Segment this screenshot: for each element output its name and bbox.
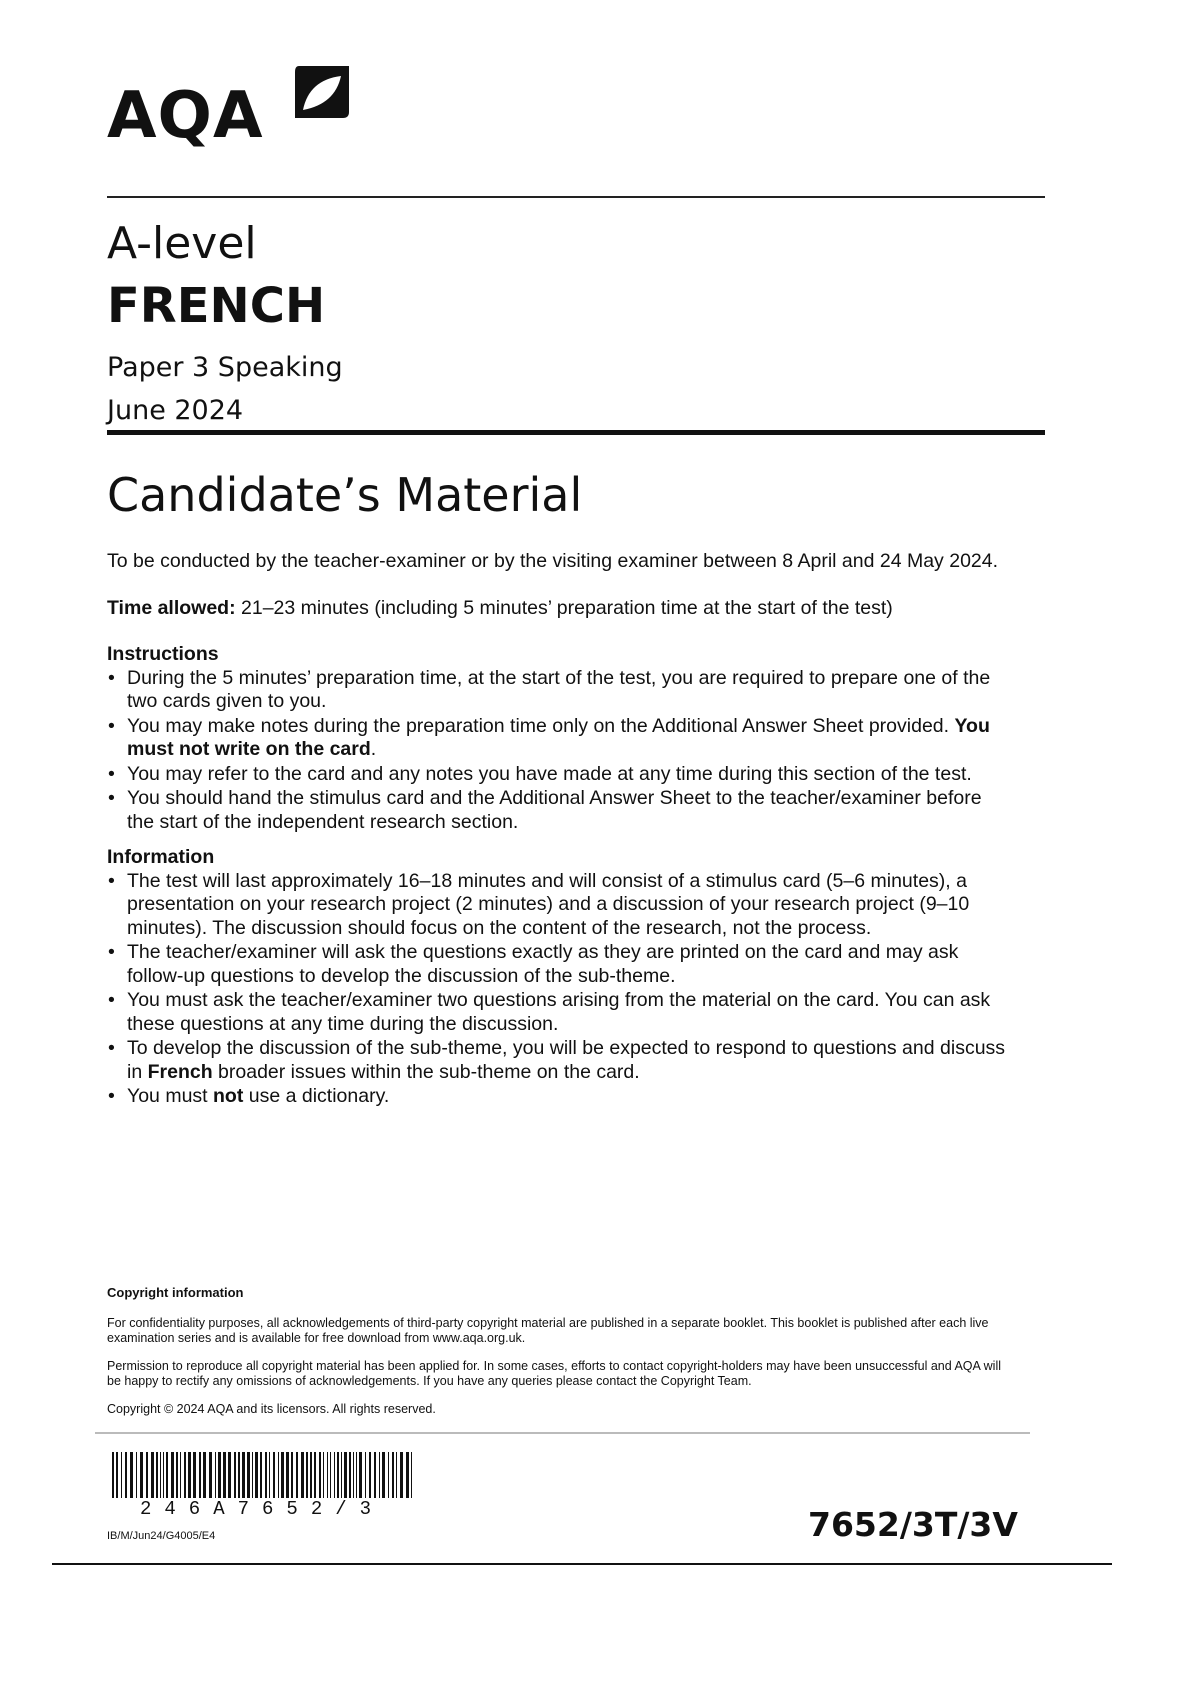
copyright-heading: Copyright information <box>107 1285 244 1300</box>
instructions-list <box>107 667 1007 835</box>
job-code: IB/M/Jun24/G4005/E4 <box>107 1530 216 1542</box>
instructions-heading: Instructions <box>107 643 219 665</box>
list-item: • You should hand the stimulus card and the Additional Answer Sheet to the teacher/examiner before the start of the independent research section. <box>127 787 1007 834</box>
list-item: • You must ask the teacher/examiner two questions arising from the material on the card. You can ask these questions at any time during the discussion. <box>127 989 1007 1036</box>
logo-text: AQA <box>107 79 264 153</box>
list-item: • The teacher/examiner will ask the questions exactly as they are printed on the card and may ask follow-up questions to develop the discussion of the sub-theme. <box>127 941 1007 988</box>
information-list <box>107 870 1007 1109</box>
title-divider <box>107 430 1045 435</box>
footer-divider <box>95 1432 1030 1434</box>
paper-code: 7652/3T/3V <box>808 1505 1018 1544</box>
list-item: • You may refer to the card and any notes you have made at any time during this section of the test. <box>127 763 1007 787</box>
intro-text: To be conducted by the teacher-examiner or by the visiting examiner between 8 April and 24 May 2024. <box>107 550 999 572</box>
exam-date: June 2024 <box>107 395 244 426</box>
time-label: Time allowed: <box>107 596 236 619</box>
barcode <box>112 1452 417 1498</box>
list-item: • You must not use a dictionary. <box>127 1085 1007 1109</box>
time-value: 21–23 minutes (including 5 minutes’ preparation time at the start of the test) <box>235 596 893 619</box>
list-item: • The test will last approximately 16–18 minutes and will consist of a stimulus card (5–6 minutes), a presentation on your research project (2 minutes) and a discussion of your research project (9–10 minutes). The discussion should focus on the content of the research, not the process. <box>127 870 1007 941</box>
time-allowed <box>107 597 1007 621</box>
header-divider <box>107 196 1045 198</box>
list-item: • You may make notes during the preparation time only on the Additional Answer Sheet provided. You must not write on the card. <box>127 715 1007 762</box>
copyright-text: Copyright © 2024 AQA and its licensors. All rights reserved. <box>107 1402 436 1416</box>
page-title: Candidate’s Material <box>107 468 583 522</box>
information-heading: Information <box>107 846 215 868</box>
aqa-leaf-icon <box>295 66 349 120</box>
qualification-level: A-level <box>107 218 257 269</box>
list-item: • During the 5 minutes’ preparation time, at the start of the test, you are required to prepare one of the two cards given to you. <box>127 667 1007 714</box>
subject-title: FRENCH <box>107 278 326 334</box>
page-bottom-rule <box>52 1563 1112 1565</box>
copyright-text: For confidentiality purposes, all acknowledgements of third-party copyright material are published in a separate booklet. This booklet is published after each live examination series and is available for free download from www.aqa.org.uk. <box>107 1316 989 1345</box>
list-item: • To develop the discussion of the sub-theme, you will be expected to respond to questions and discuss in French broader issues within the sub-theme on the card. <box>127 1037 1007 1084</box>
document-body <box>107 550 1007 1121</box>
copyright-section <box>107 1285 1007 1430</box>
paper-name: Paper 3 Speaking <box>107 352 343 383</box>
copyright-text: Permission to reproduce all copyright material has been applied for. In some cases, efforts to contact copyright-holders may have been unsuccessful and AQA will be happy to rectify any omissions of acknowledgements. If you have any queries please contact the Copyright Team. <box>107 1359 1001 1388</box>
barcode-digits: 246A7652/3 <box>140 1498 385 1520</box>
